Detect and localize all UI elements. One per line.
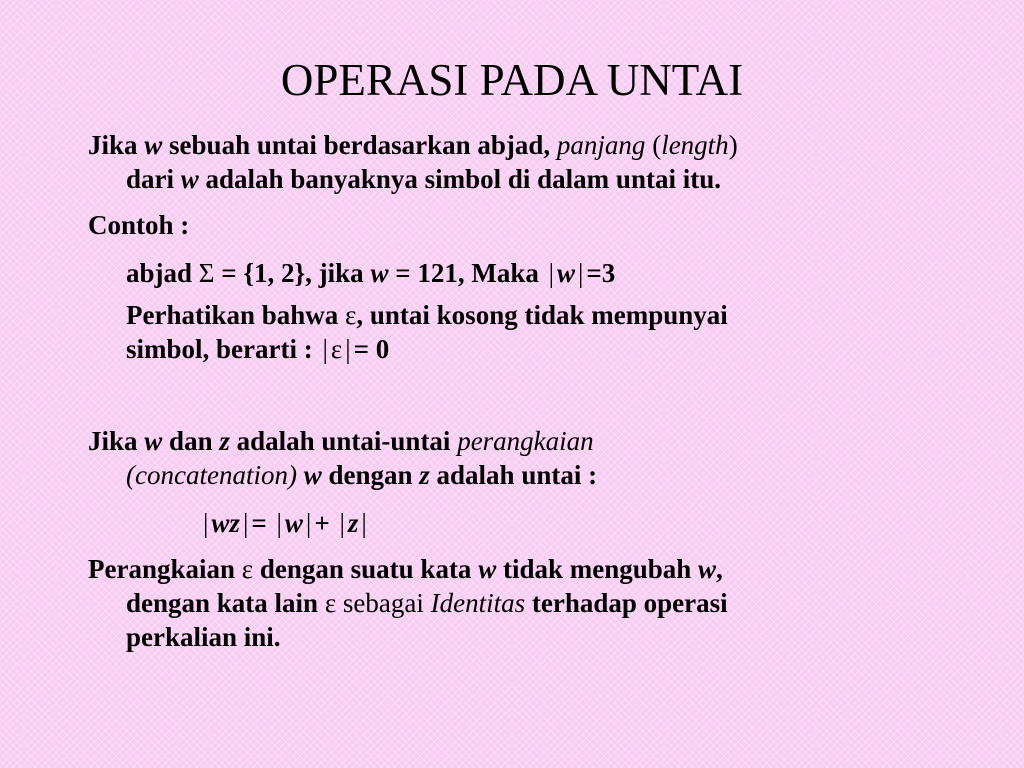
text: dari <box>126 164 181 194</box>
term-perangkaian: perangkaian <box>457 426 594 456</box>
text: adalah untai-untai <box>229 426 458 456</box>
example-line-2 <box>126 298 926 366</box>
text: Perangkaian <box>88 554 242 584</box>
abs-bar: | <box>345 334 351 364</box>
term-length: length <box>661 130 729 160</box>
var-w: w <box>370 258 389 288</box>
abs-bar: | <box>276 508 282 538</box>
abs-bar: | <box>242 508 249 538</box>
var-z: z <box>219 426 230 456</box>
text: = 121, Maka <box>388 258 546 288</box>
abs-bar: | <box>203 508 209 538</box>
var-w: w <box>303 460 322 490</box>
text: ) <box>728 130 738 160</box>
abs-bar: | <box>339 508 345 538</box>
epsilon-symbol: ε <box>324 588 337 618</box>
text: perkalian ini. <box>126 622 281 652</box>
text: tidak mengubah <box>496 554 699 584</box>
var-w: w <box>144 426 163 456</box>
text: adalah untai : <box>429 460 598 490</box>
text: sebagai <box>336 588 431 618</box>
var-w: w <box>284 508 303 538</box>
text: Jika <box>88 130 145 160</box>
var-w: w <box>698 554 717 584</box>
example-line-1 <box>126 256 926 290</box>
length-formula <box>200 506 370 540</box>
term-concatenation: (concatenation) <box>126 460 297 490</box>
text: sebuah untai berdasarkan abjad, <box>162 130 557 160</box>
abs-bar: | <box>578 258 584 288</box>
identity-paragraph <box>88 552 976 654</box>
text: simbol, berarti : <box>126 334 320 364</box>
text: terhadap operasi <box>525 588 728 618</box>
slide-title: OPERASI PADA UNTAI <box>280 55 744 105</box>
abs-bar: | <box>322 334 328 364</box>
text: dengan <box>321 460 420 490</box>
term-panjang: panjang <box>556 130 646 160</box>
text: =3 <box>586 258 616 288</box>
abs-bar: | <box>548 258 554 288</box>
epsilon-symbol: ε <box>241 554 254 584</box>
concatenation-paragraph <box>88 424 976 492</box>
text: = 0 <box>353 334 390 364</box>
var-w: w <box>144 130 163 160</box>
text: adalah banyaknya simbol di dalam untai itu. <box>198 164 721 194</box>
text: , untai kosong tidak mempunyai <box>356 300 728 330</box>
text: ( <box>645 130 662 160</box>
abs-bar: | <box>361 508 367 538</box>
var-wz: wz <box>211 508 240 538</box>
var-z: z <box>347 508 359 538</box>
epsilon-symbol: ε <box>330 334 343 364</box>
term-identitas: Identitas <box>430 588 526 618</box>
text: abjad <box>126 258 199 288</box>
epsilon-symbol: ε <box>345 300 357 330</box>
var-w: w <box>478 554 497 584</box>
text: Jika <box>88 426 145 456</box>
equals-sign: = <box>251 508 274 538</box>
text: Perhatikan bahwa <box>126 300 346 330</box>
var-w: w <box>180 164 199 194</box>
text: dengan suatu kata <box>253 554 479 584</box>
sigma-symbol: Σ <box>198 258 215 288</box>
text: = {1, 2}, jika <box>214 258 371 288</box>
text: dengan kata lain <box>126 588 325 618</box>
text: dan <box>162 426 220 456</box>
abs-bar: | <box>305 508 312 538</box>
example-heading: Contoh : <box>88 210 190 240</box>
text: , <box>716 554 723 584</box>
var-z: z <box>419 460 430 490</box>
definition-length-paragraph <box>88 128 976 196</box>
plus-sign: + <box>314 508 337 538</box>
var-w: w <box>557 258 576 288</box>
